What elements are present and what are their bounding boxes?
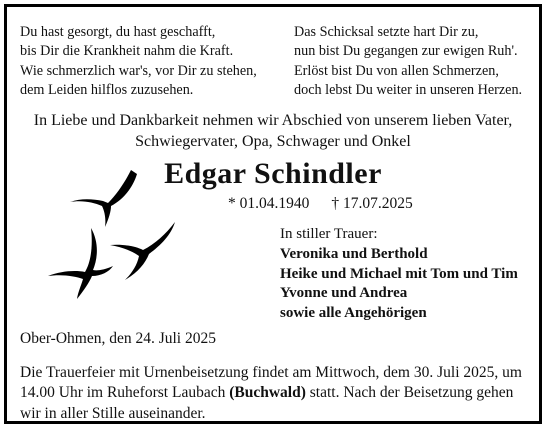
mourners-intro: In stiller Trauer: xyxy=(280,226,378,242)
farewell-text xyxy=(7,110,539,152)
poem-line: Wie schmerzlich war's, vor Dir zu stehen, xyxy=(20,62,257,79)
farewell-line: Schwiegervater, Opa, Schwager und Onkel xyxy=(135,133,411,150)
place-date: Ober-Ohmen, den 24. Juli 2025 xyxy=(20,330,216,347)
mourner-name: sowie alle Angehörigen xyxy=(280,305,427,322)
funeral-details xyxy=(20,363,535,424)
bird-icon xyxy=(48,228,113,299)
mourner-name: Heike und Michael mit Tom und Tim xyxy=(280,265,518,282)
funeral-text-after: statt. Nach der Beisetzung gehen wir in aller Stille auseinander. xyxy=(20,384,514,422)
bird-icon xyxy=(70,170,137,227)
poem-line: bis Dir die Krankheit nahm die Kraft. xyxy=(20,43,234,60)
deceased-name: Edgar Schindler xyxy=(164,157,382,190)
poem-right xyxy=(294,23,522,100)
poem-line: Du hast gesorgt, du hast geschafft, xyxy=(20,24,216,40)
funeral-text-before: Die Trauerfeier mit Urnenbeisetzung findet am Mittwoch, dem 30. Juli 2025, um 14.00 Uhr im Ruheforst Laubach xyxy=(20,364,522,402)
funeral-location: (Buchwald) xyxy=(229,384,306,402)
farewell-line: In Liebe und Dankbarkeit nehmen wir Abschied von unserem lieben Vater, xyxy=(33,112,513,129)
mourner-name: Yvonne und Andrea xyxy=(280,285,408,302)
poem-line: doch lebst Du weiter in unseren Herzen. xyxy=(294,81,523,98)
obituary-notice xyxy=(4,4,542,424)
poem-line: Das Schicksal setzte hart Dir zu, xyxy=(294,24,479,40)
poem-line: dem Leiden hilflos zuzusehen. xyxy=(20,81,194,98)
poem-line: Erlöst bist Du von allen Schmerzen, xyxy=(294,62,499,79)
mourner-name: Veronika und Berthold xyxy=(280,245,428,262)
birth-date: * 01.04.1940 xyxy=(228,195,310,212)
poem-line: nun bist Du gegangen zur ewigen Ruh'. xyxy=(294,43,518,60)
mourners-list xyxy=(280,225,518,324)
life-dates xyxy=(228,195,413,213)
poem-left xyxy=(20,23,257,100)
flying-birds-icon xyxy=(31,168,183,300)
death-date: † 17.07.2025 xyxy=(331,195,413,212)
bird-icon xyxy=(110,222,175,280)
